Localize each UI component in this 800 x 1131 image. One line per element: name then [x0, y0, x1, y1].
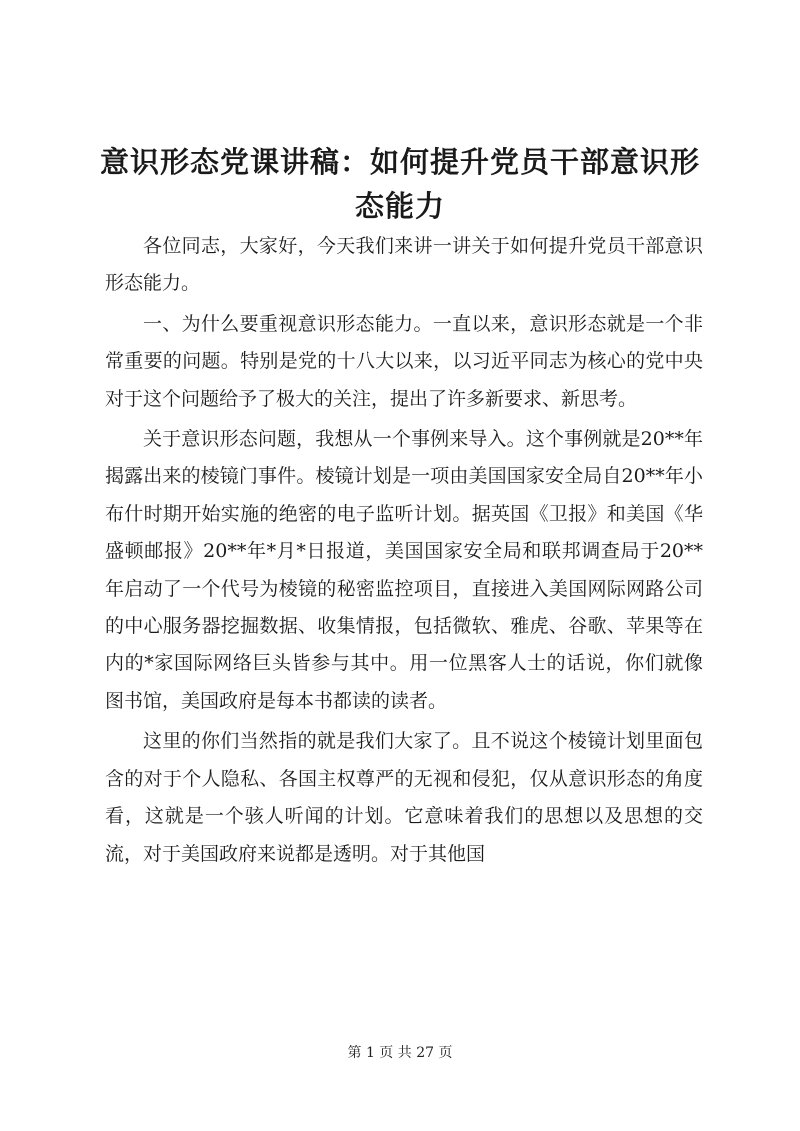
paragraph: 关于意识形态问题，我想从一个事例来导入。这个事例就是20**年揭露出来的棱镜门事件。棱镜计划是一项由美国国家安全局自20**年小布什时期开始实施的绝密的电子监听计划。据英国《卫报》和美国《华盛顿邮报》20**年*月*日报道，美国国家安全局和联邦调查局于20**年启动了一个代号为棱镜的秘密监控项目，直接进入美国网际网路公司的中心服务器挖掘数据、收集情报，包括微软、雅虎、谷歌、苹果等在内的*家国际网络巨头皆参与其中。用一位黑客人士的话说，你们就像图书馆，美国政府是每本书都读的读者。 — [105, 428, 703, 712]
paragraph: 这里的你们当然指的就是我们大家了。且不说这个棱镜计划里面包含的对于个人隐私、各国主权尊严的无视和侵犯，仅从意识形态的角度看，这就是一个骇人听闻的计划。它意味着我们的思想以及思想的交流，对于美国政府来说都是透明。对于其他国 — [105, 730, 703, 865]
page-footer: 第 1 页 共 27 页 — [347, 1045, 453, 1061]
paragraph: 一、为什么要重视意识形态能力。一直以来，意识形态就是一个非常重要的问题。特别是党的十八大以来，以习近平同志为核心的党中央对于这个问题给予了极大的关注，提出了许多新要求、新思考。 — [105, 312, 703, 410]
document-title: 意识形态党课讲稿：如何提升党员干部意识形态能力 — [100, 145, 701, 223]
paragraph: 各位同志，大家好，今天我们来讲一讲关于如何提升党员干部意识形态能力。 — [105, 235, 703, 295]
document-body — [105, 228, 703, 876]
